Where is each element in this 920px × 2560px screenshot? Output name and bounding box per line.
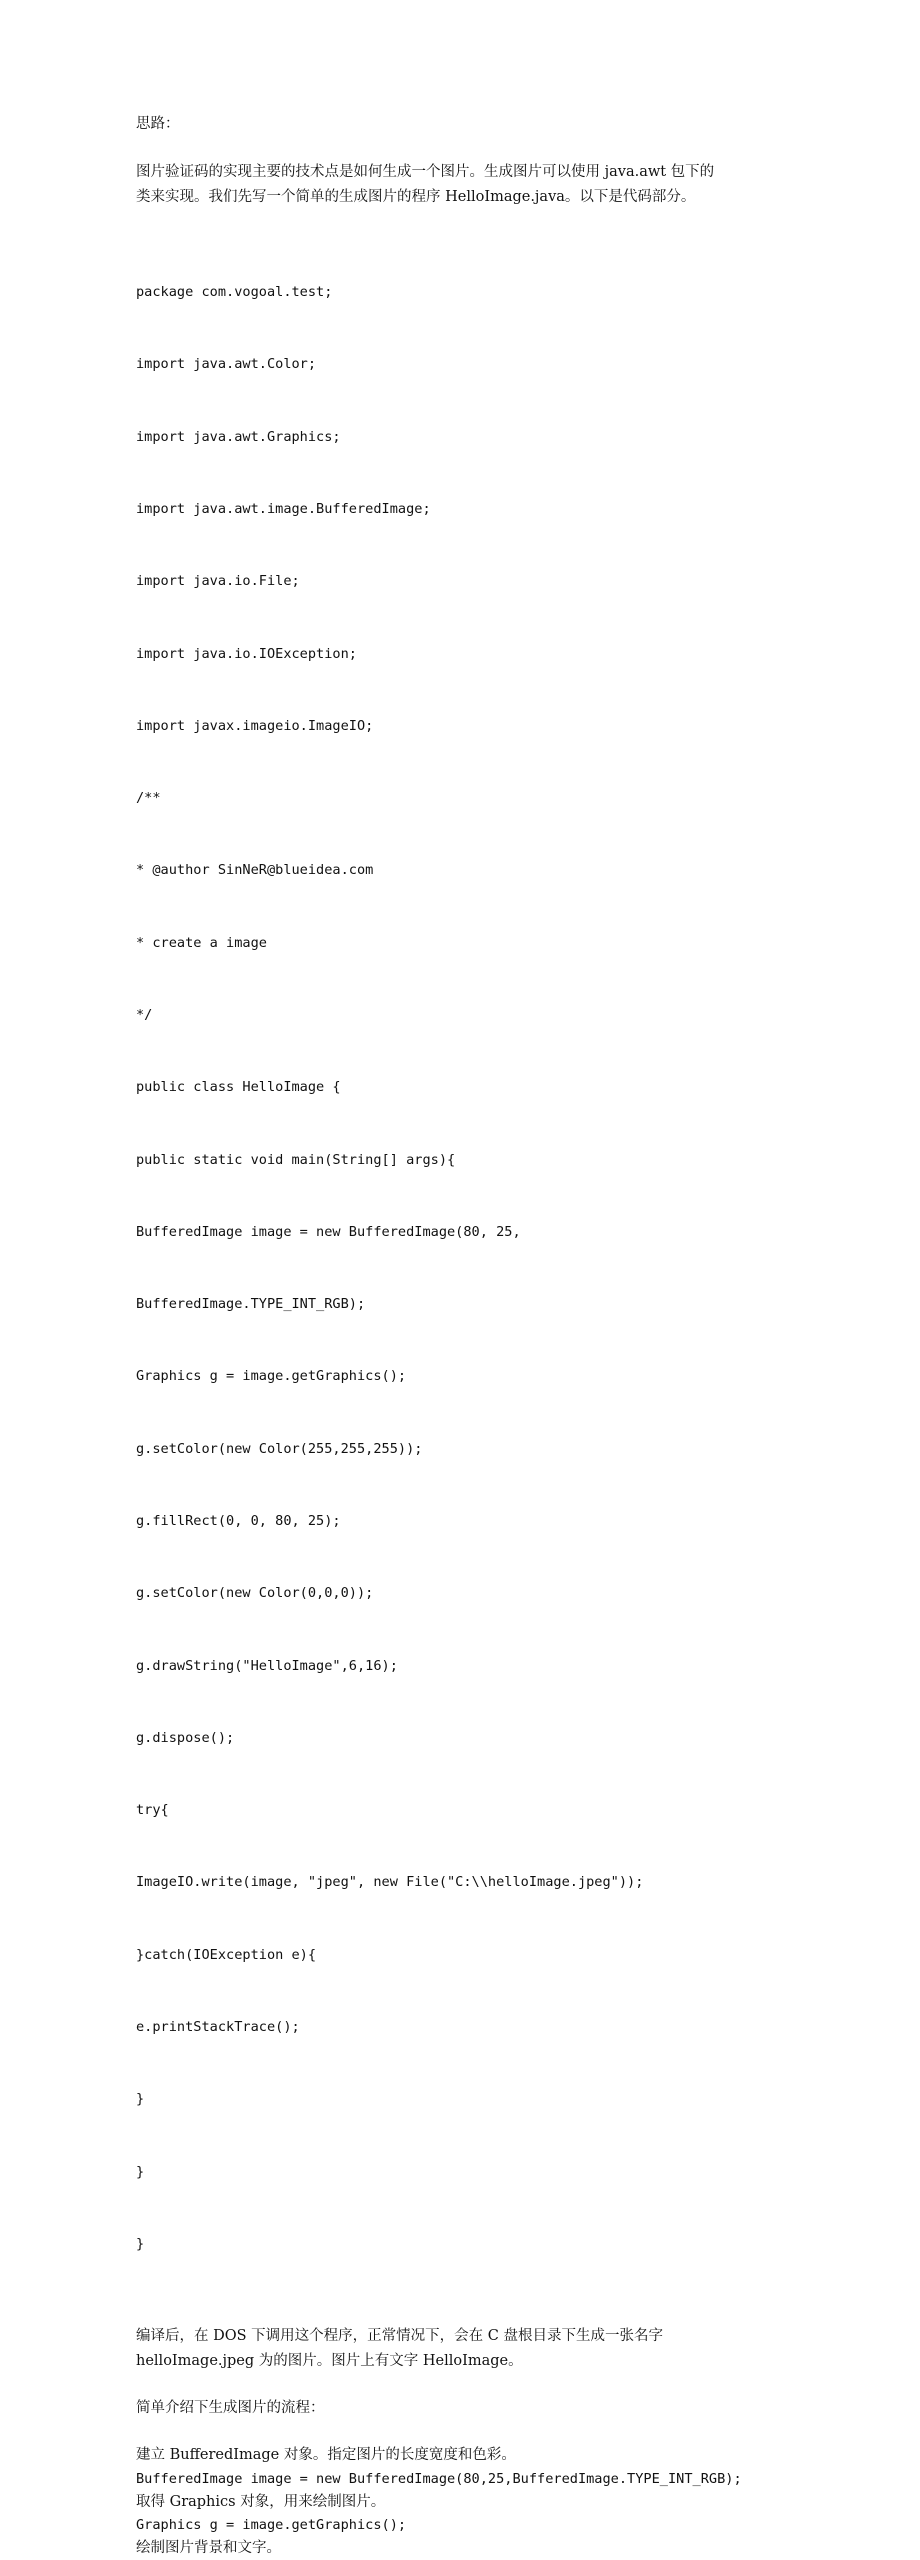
spacer (136, 2304, 796, 2324)
code-line: ImageIO.write(image, "jpeg", new File("C:\\helloImage.jpeg")); (136, 1874, 644, 1891)
after-code-paragraph-line-1: 编译后，在 DOS 下调用这个程序，正常情况下，会在 C 盘根目录下生成一张名字 (136, 2328, 663, 2345)
code-line: import java.io.File; (136, 573, 300, 590)
step-1-code: BufferedImage image = new BufferedImage(80,25,BufferedImage.TYPE_INT_RGB); (136, 2471, 742, 2488)
code-line: Graphics g = image.getGraphics(); (136, 1368, 407, 1385)
code-line: * @author SinNeR@blueidea.com (136, 862, 374, 879)
code-line: g.setColor(new Color(255,255,255)); (136, 1440, 423, 1457)
code-line: /** (136, 790, 161, 807)
code-line: try{ (136, 1802, 169, 1819)
step-2-code: Graphics g = image.getGraphics(); (136, 2517, 407, 2534)
code-line: BufferedImage.TYPE_INT_RGB); (136, 1296, 366, 1313)
flow-heading: 简单介绍下生成图片的流程： (136, 2400, 325, 2417)
code-line: } (136, 2091, 145, 2108)
code-line: public static void main(String[] args){ (136, 1151, 456, 1168)
code-line: e.printStackTrace(); (136, 2018, 300, 2035)
code-line: import java.io.IOException; (136, 645, 357, 662)
code-line: */ (136, 1007, 153, 1023)
document-page (136, 112, 796, 2560)
section-heading-approach: 思路： (136, 116, 180, 132)
code-block-helloimage (136, 232, 796, 2304)
step-2-text: 取得 Graphics 对象，用来绘制图片。 (136, 2494, 386, 2511)
code-line: public class HelloImage { (136, 1079, 341, 1096)
code-line: import java.awt.image.BufferedImage; (136, 501, 431, 518)
code-line: g.dispose(); (136, 1729, 235, 1746)
code-line: g.setColor(new Color(0,0,0)); (136, 1585, 374, 1602)
spacer (136, 2421, 796, 2443)
step-1-text: 建立 BufferedImage 对象。指定图片的长度宽度和色彩。 (136, 2447, 516, 2464)
code-line: }catch(IOException e){ (136, 1946, 317, 1963)
spacer (136, 2374, 796, 2396)
spacer (136, 210, 796, 232)
code-line: import java.awt.Color; (136, 356, 317, 373)
intro-paragraph-line-2: 类来实现。我们先写一个简单的生成图片的程序 HelloImage.java。以下是代码部分。 (136, 189, 696, 205)
after-code-paragraph-line-2: helloImage.jpeg 为的图片。图片上有文字 HelloImage。 (136, 2353, 523, 2370)
code-line: package com.vogoal.test; (136, 284, 333, 301)
code-line: g.drawString("HelloImage",6,16); (136, 1657, 398, 1674)
spacer (136, 137, 796, 160)
step-3-text: 绘制图片背景和文字。 (136, 2540, 281, 2557)
code-line: import javax.imageio.ImageIO; (136, 717, 374, 734)
code-line: } (136, 2163, 145, 2180)
code-line: g.fillRect(0, 0, 80, 25); (136, 1512, 341, 1529)
code-line: import java.awt.Graphics; (136, 428, 341, 445)
code-line: BufferedImage image = new BufferedImage(80, 25, (136, 1223, 521, 1240)
intro-paragraph-line-1: 图片验证码的实现主要的技术点是如何生成一个图片。生成图片可以使用 java.awt 包下的 (136, 164, 715, 180)
code-line: } (136, 2235, 145, 2252)
code-line: * create a image (136, 934, 267, 951)
